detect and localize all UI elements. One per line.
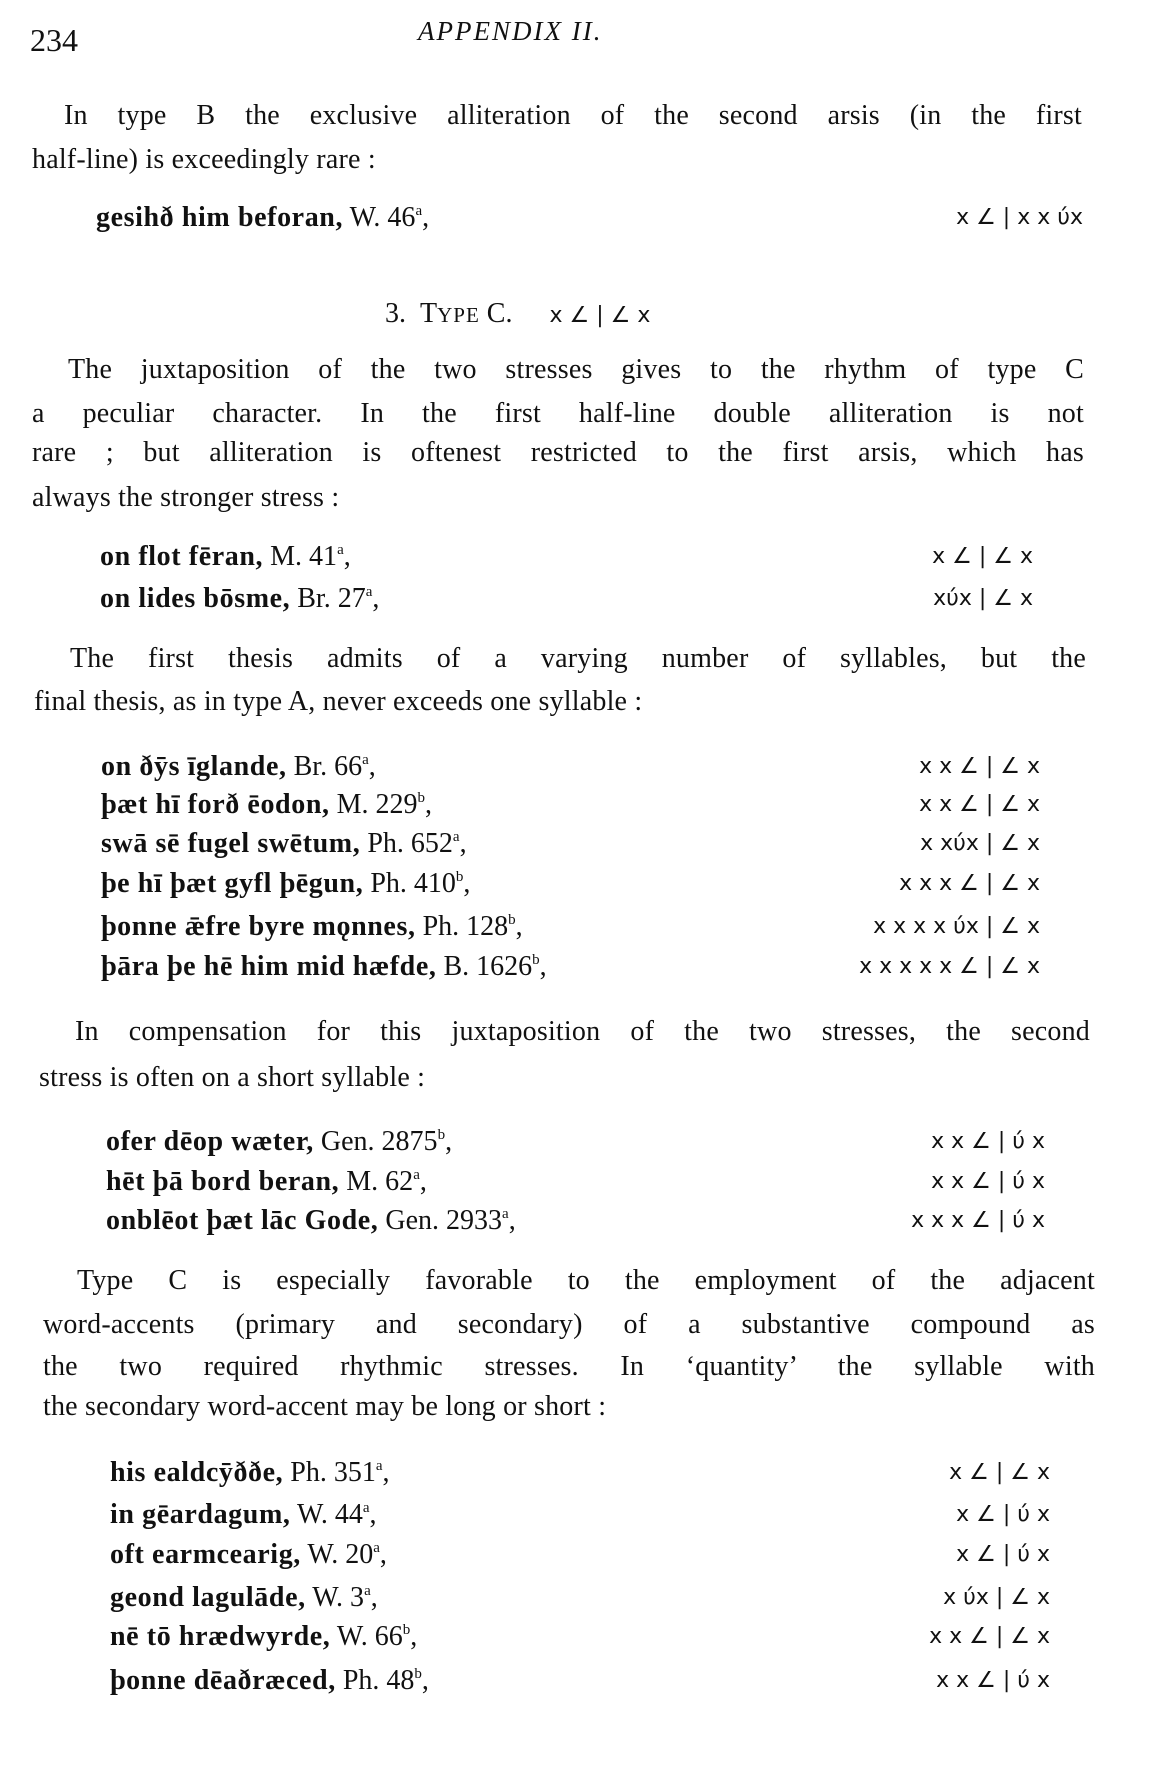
scansion-pattern: x x ∠ | ύ x <box>936 1668 1050 1693</box>
reference-superscript: a <box>337 542 344 558</box>
example-reference: W. 66 <box>330 1621 403 1652</box>
example-reference: Ph. 48 <box>335 1665 415 1696</box>
example-punctuation: , <box>419 1166 427 1197</box>
example-reference: M. 229 <box>329 789 418 820</box>
para2-line: always the stronger stress : <box>32 482 340 513</box>
running-head: APPENDIX II. <box>418 16 603 46</box>
reference-superscript: b <box>437 1127 446 1143</box>
para1-line: half-line) is exceedingly rare : <box>32 144 376 175</box>
reference-superscript: b <box>417 790 425 806</box>
example-text: hēt þā bord beran, <box>106 1166 340 1197</box>
example-punctuation: , <box>343 541 351 572</box>
example-punctuation: , <box>445 1126 453 1157</box>
section-heading <box>385 298 650 330</box>
example-text: onblēot þæt lāc Gode, <box>106 1205 379 1236</box>
example-reference: W. 3 <box>305 1582 365 1613</box>
reference-superscript: a <box>365 584 373 600</box>
scansion-pattern: x ∠ | ύ x <box>956 1542 1050 1567</box>
reference-superscript: b <box>508 912 516 928</box>
example-text: on flot fēran, <box>100 541 264 572</box>
example-punctuation: , <box>421 1665 429 1696</box>
example-text: þonne ǣfre byre mǫnnes, <box>101 911 416 942</box>
scansion-pattern: xύx | ∠ x <box>933 586 1033 611</box>
example-punctuation: , <box>539 951 547 982</box>
example-text: on ðȳs īglande, <box>101 751 287 782</box>
example-reference: Ph. 351 <box>283 1457 376 1488</box>
example-punctuation: , <box>459 828 467 859</box>
example-line <box>101 910 523 944</box>
section-number: 3. <box>385 298 406 329</box>
example-line <box>101 788 432 822</box>
example-punctuation: , <box>425 789 432 820</box>
example-punctuation: , <box>369 1499 377 1530</box>
reference-superscript: a <box>375 1458 383 1474</box>
scansion-pattern: x x ∠ | ∠ x <box>919 754 1040 779</box>
section-title: TYPE C. <box>420 298 513 329</box>
scansion-pattern: x ∠ | ∠ x <box>949 1460 1050 1485</box>
example-text: swā sē fugel swētum, <box>101 828 361 859</box>
example-line <box>100 582 379 616</box>
scansion-pattern: x ∠ | ύ x <box>956 1502 1050 1527</box>
para5-line: Type C is especially favorable to the employment of the adjacent <box>77 1265 1095 1296</box>
example-line <box>110 1498 377 1532</box>
scansion-pattern: x ∠ | ∠ x <box>932 544 1033 569</box>
example-line <box>106 1165 427 1199</box>
reference-superscript: a <box>452 829 460 845</box>
example-line <box>110 1664 429 1698</box>
para1-line: In type B the exclusive alliteration of the second arsis (in the first <box>64 100 1082 131</box>
reference-superscript: a <box>373 1540 380 1556</box>
reference-superscript: a <box>362 1500 370 1516</box>
scansion-pattern: x x ∠ | ύ x <box>931 1169 1045 1194</box>
reference-superscript: a <box>362 752 369 768</box>
example-line <box>101 867 470 901</box>
reference-superscript: a <box>413 1167 420 1183</box>
example-text: geond lagulāde, <box>110 1582 306 1613</box>
example-reference: Br. 27 <box>290 583 366 614</box>
example-reference: Ph. 128 <box>415 911 509 942</box>
example-punctuation: , <box>379 1539 387 1570</box>
example-text: þonne dēaðræced, <box>110 1665 336 1696</box>
example-line <box>101 950 547 984</box>
example-reference: Ph. 652 <box>360 828 453 859</box>
example-punctuation: , <box>422 202 430 233</box>
para3-line: The first thesis admits of a varying number of syllables, but the <box>70 643 1086 674</box>
example-text: his ealdcȳððe, <box>110 1457 284 1488</box>
example-text: ofer dēop wæter, <box>106 1126 314 1157</box>
para3-line: final thesis, as in type A, never exceeds one syllable : <box>34 686 643 717</box>
example-line <box>101 827 467 861</box>
scansion-pattern: x ύx | ∠ x <box>943 1585 1050 1610</box>
reference-superscript: a <box>415 203 423 219</box>
example-reference: W. 20 <box>300 1539 374 1570</box>
example-text: gesihð him beforan, <box>96 202 344 233</box>
example-punctuation: , <box>382 1457 390 1488</box>
reference-superscript: b <box>455 869 464 885</box>
scansion-pattern: x x ∠ | ∠ x <box>919 792 1040 817</box>
example-reference: M. 62 <box>339 1166 414 1197</box>
para5-line: the secondary word-accent may be long or short : <box>43 1391 607 1422</box>
scansion-pattern: x x ∠ | ∠ x <box>929 1624 1050 1649</box>
example-line <box>96 201 429 235</box>
example-reference: Gen. 2933 <box>378 1205 503 1236</box>
example-reference: M. 41 <box>263 541 338 572</box>
example-punctuation: , <box>372 583 380 614</box>
para4-line: stress is often on a short syllable : <box>39 1062 426 1093</box>
example-text: in gēardagum, <box>110 1499 291 1530</box>
scansion-pattern: x x x x x ∠ | ∠ x <box>859 954 1040 979</box>
para2-line: rare ; but alliteration is oftenest restricted to the first arsis, which has <box>32 437 1084 468</box>
example-line <box>101 750 376 784</box>
example-text: nē tō hrædwyrde, <box>110 1621 331 1652</box>
example-punctuation: , <box>370 1582 378 1613</box>
example-punctuation: , <box>508 1205 516 1236</box>
scansion-pattern: x x x x ύx | ∠ x <box>873 914 1040 939</box>
example-line <box>106 1125 452 1159</box>
reference-superscript: b <box>414 1666 422 1682</box>
scansion-pattern: x xύx | ∠ x <box>920 831 1040 856</box>
example-punctuation: , <box>410 1621 418 1652</box>
example-text: þāra þe hē him mid hæfde, <box>101 951 437 982</box>
para2-line: The juxtaposition of the two stresses gives to the rhythm of type C <box>68 354 1084 385</box>
example-line <box>110 1456 390 1490</box>
example-reference: Br. 66 <box>286 751 363 782</box>
para5-line: the two required rhythmic stresses. In ‘quantity’ the syllable with <box>43 1351 1095 1382</box>
page-number: 234 <box>30 22 78 58</box>
example-line <box>110 1538 387 1572</box>
example-line <box>110 1581 378 1615</box>
example-punctuation: , <box>368 751 376 782</box>
example-reference: B. 1626 <box>436 951 533 982</box>
example-text: on lides bōsme, <box>100 583 291 614</box>
scansion-pattern: x x ∠ | ύ x <box>931 1129 1045 1154</box>
reference-superscript: a <box>502 1206 509 1222</box>
para2-line: a peculiar character. In the first half-line double alliteration is not <box>32 398 1084 429</box>
example-reference: W. 46 <box>343 202 416 233</box>
example-punctuation: , <box>515 911 523 942</box>
example-line <box>100 540 351 574</box>
example-reference: Ph. 410 <box>363 868 456 899</box>
example-line <box>106 1204 516 1238</box>
example-text: þe hī þæt gyfl þēgun, <box>101 868 364 899</box>
scansion-pattern: x x x ∠ | ∠ x <box>899 871 1040 896</box>
example-reference: W. 44 <box>290 1499 363 1530</box>
para5-line: word-accents (primary and secondary) of a substantive compound as <box>43 1309 1095 1340</box>
example-text: þæt hī forð ēodon, <box>101 789 330 820</box>
example-reference: Gen. 2875 <box>313 1126 438 1157</box>
example-punctuation: , <box>463 868 471 899</box>
para4-line: In compensation for this juxtaposition of the two stresses, the second <box>75 1016 1090 1047</box>
example-line <box>110 1620 417 1654</box>
section-scansion: x ∠ | ∠ x <box>549 303 651 328</box>
reference-superscript: a <box>364 1583 371 1599</box>
scansion-pattern: x x x ∠ | ύ x <box>911 1208 1045 1233</box>
reference-superscript: b <box>402 1622 411 1638</box>
example-text: oft earmcearig, <box>110 1539 301 1570</box>
reference-superscript: b <box>532 952 540 968</box>
scansion-pattern: x ∠ | x x ύx <box>956 205 1083 230</box>
